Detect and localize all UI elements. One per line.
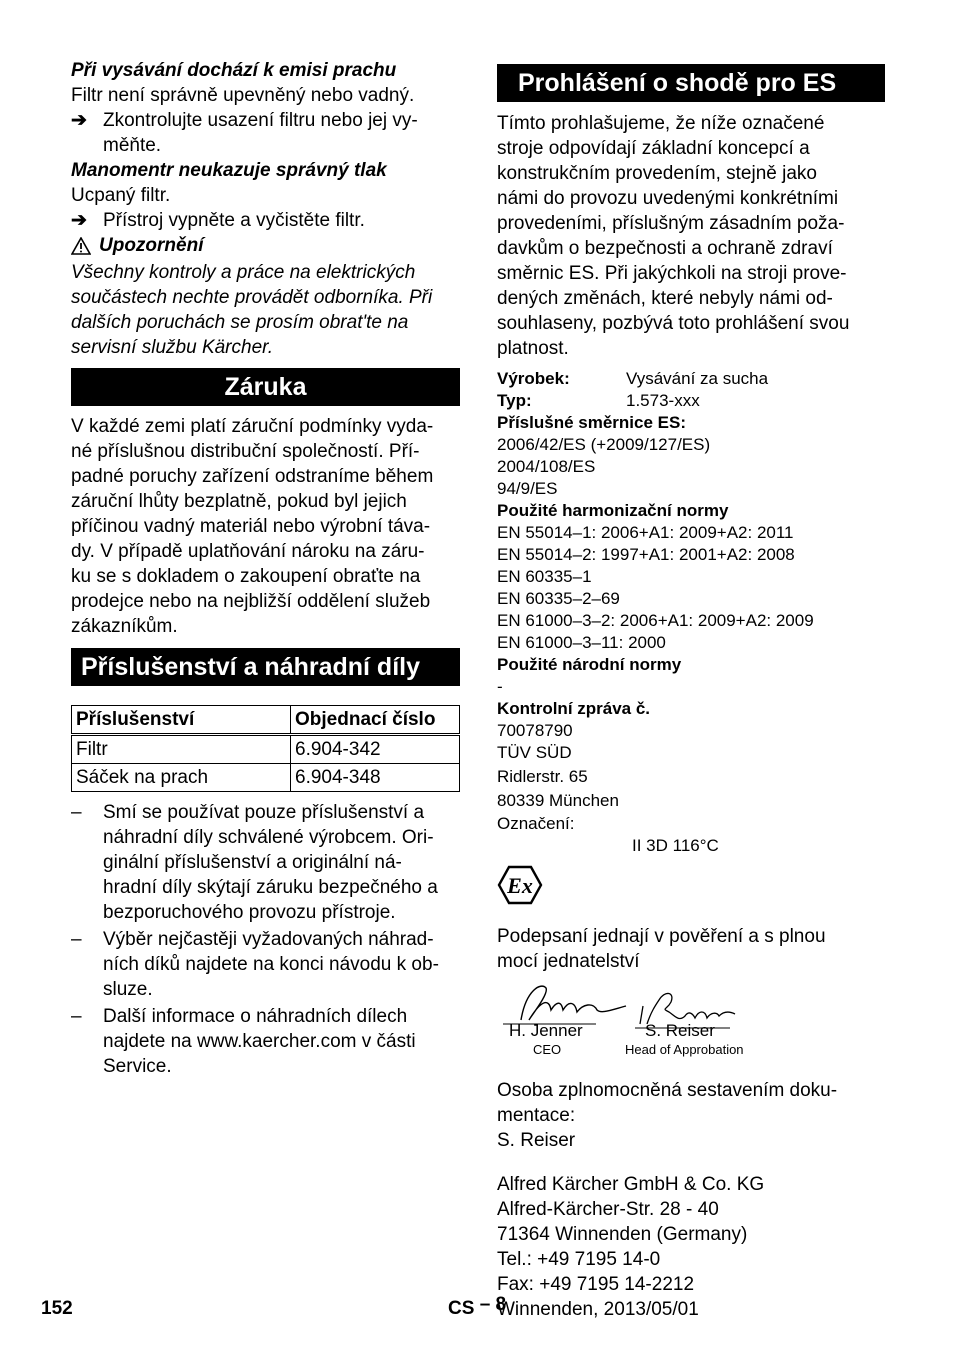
table-row [72,735,460,764]
standard-item: EN 55014–1: 2006+A1: 2009+A2: 2011 [497,523,794,542]
remedy-item [71,208,460,233]
marking-value: II 3D 116°C [632,836,719,855]
fault-cause: Filtr není správně upevněný nebo vadný. [71,85,415,106]
marking-label: Označení: [497,814,575,833]
standard-item: EN 61000–3–11: 2000 [497,633,666,652]
conformity-heading: Prohlášení o shodě pro ES [497,64,885,102]
bullet-list [71,800,460,1079]
table-cell: Sáček na prach [72,764,291,792]
list-item: – Další informace o náhradních dílech najdete na www.kaercher.com v části Service. [71,1006,416,1077]
report-line: Ridlerstr. 65 [497,767,588,786]
signer-name: H. Jenner [509,1021,583,1040]
ex-marking-icon [497,865,543,905]
signatures [497,980,885,1064]
standard-item: EN 60335–2–69 [497,589,620,608]
signer-role: Head of Approbation [625,1042,744,1057]
remedy-text: Zkontrolujte usazení filtru nebo jej vy- měňte. [103,110,418,156]
table-row [72,764,460,792]
report-line: TÜV SÜD [497,743,572,762]
list-item: – Výběr nejčastěji vyžadovaných náhrad- ních díků najdete na konci návodu k ob- sluze. [71,929,439,1000]
table-header-cell: Objednací číslo [291,706,460,735]
table-cell: Filtr [72,735,291,764]
standard-item: EN 55014–2: 1997+A1: 2001+A2: 2008 [497,545,795,564]
company-address: Alfred Kärcher GmbH & Co. KG Alfred-Kärcher-Str. 28 - 40 71364 Winnenden (Germany) Tel.: +49 7195 14-0 Fax: +49 7195 14-2212 Winnenden, 2013/05/01 [497,1174,765,1320]
conformity-intro: Tímto prohlašujeme, že níže označené stroje odpovídají základní koncepcí a konstrukčním provedením, stejně jako námi do provozu uvedenými konkrétními provedeními, příslušným zásadním poža- davkům o bezpečnosti a ochraně zdraví směrnic ES. Při jakýchkoli na stroji prove- dených změnách, které nebyly námi od- souhlaseny, pozbývá toto prohlášení svou platnost. [497,113,850,359]
national-label: Použité národní normy [497,655,682,674]
product-details [497,368,885,857]
directive-item: 94/9/ES [497,479,558,498]
ex-symbol: Ex [507,873,533,898]
warning-triangle-icon [71,237,91,255]
list-item: – Smí se používat pouze příslušenství a náhradní díly schválené výrobcem. Ori- ginální příslušenství a originální ná- hradní díly skýtají záruku bezpečného a bezporuchového provozu přístroje. [71,802,438,923]
signer-role: CEO [533,1042,562,1057]
arrow-right-icon: ➔ [71,110,87,131]
type-row: Typ: 1.573-xxx [497,391,700,410]
report-line: 70078790 [497,721,573,740]
accessories-table [71,705,460,792]
warning-text: Všechny kontroly a práce na elektrických součástech nechte provádět odborníka. Při dalších poruchách se prosím obrat'te na servisní službu Kärcher. [71,262,433,358]
documentation-officer: Osoba zplnomocněná sestavením doku- mentace: S. Reiser [497,1080,838,1151]
report-line: 80339 München [497,791,619,810]
table-header-row [72,706,460,735]
table-cell: 6.904-342 [291,735,460,764]
signed-text: Podepsaní jednají v pověření a s plnou mocí jednatelství [497,926,826,972]
signer-name: S. Reiser [645,1021,715,1040]
harmonized-label: Použité harmonizační normy [497,501,729,520]
fault-title: Při vysávání dochází k emisi prachu [71,60,397,81]
report-label: Kontrolní zpráva č. [497,699,651,718]
page-section: CS – 8 [448,1294,507,1319]
remedy-text: Přístroj vypněte a vyčistěte filtr. [103,210,365,231]
directives-label: Příslušné směrnice ES: [497,413,686,432]
accessories-heading: Příslušenství a náhradní díly [71,648,460,686]
standard-item: EN 61000–3–2: 2006+A1: 2009+A2: 2009 [497,611,814,630]
warning-heading: Upozornění [71,233,460,258]
directive-item: 2006/42/ES (+2009/127/ES) [497,435,711,454]
table-header-cell: Příslušenství [72,706,291,735]
page-number: 152 [41,1298,73,1319]
warranty-text: V každé zemi platí záruční podmínky vyda- né příslušnou distribuční společností. Pří- padné poruchy zařízení odstraníme během záruční lhůty bezplatně, pokud byl jejich příčinou vadný materiál nebo výrobní táva- dy. V případě uplatňování nároku na záru- ku se s dokladem o zakoupení obraťte na prodejce nebo na nejbližší oddělení služeb zákazníkům. [71,416,434,637]
national-value: - [497,677,503,696]
right-column [497,64,885,1322]
arrow-right-icon: ➔ [71,210,87,231]
warranty-heading: Záruka [71,368,460,406]
fault-cause: Ucpaný filtr. [71,185,171,206]
table-cell: 6.904-348 [291,764,460,792]
remedy-item [71,108,460,158]
left-column [71,58,460,1079]
product-row: Výrobek: Vysávání za sucha [497,369,769,388]
directive-item: 2004/108/ES [497,457,596,476]
fault-title: Manomentr neukazuje správný tlak [71,160,387,181]
standard-item: EN 60335–1 [497,567,592,586]
